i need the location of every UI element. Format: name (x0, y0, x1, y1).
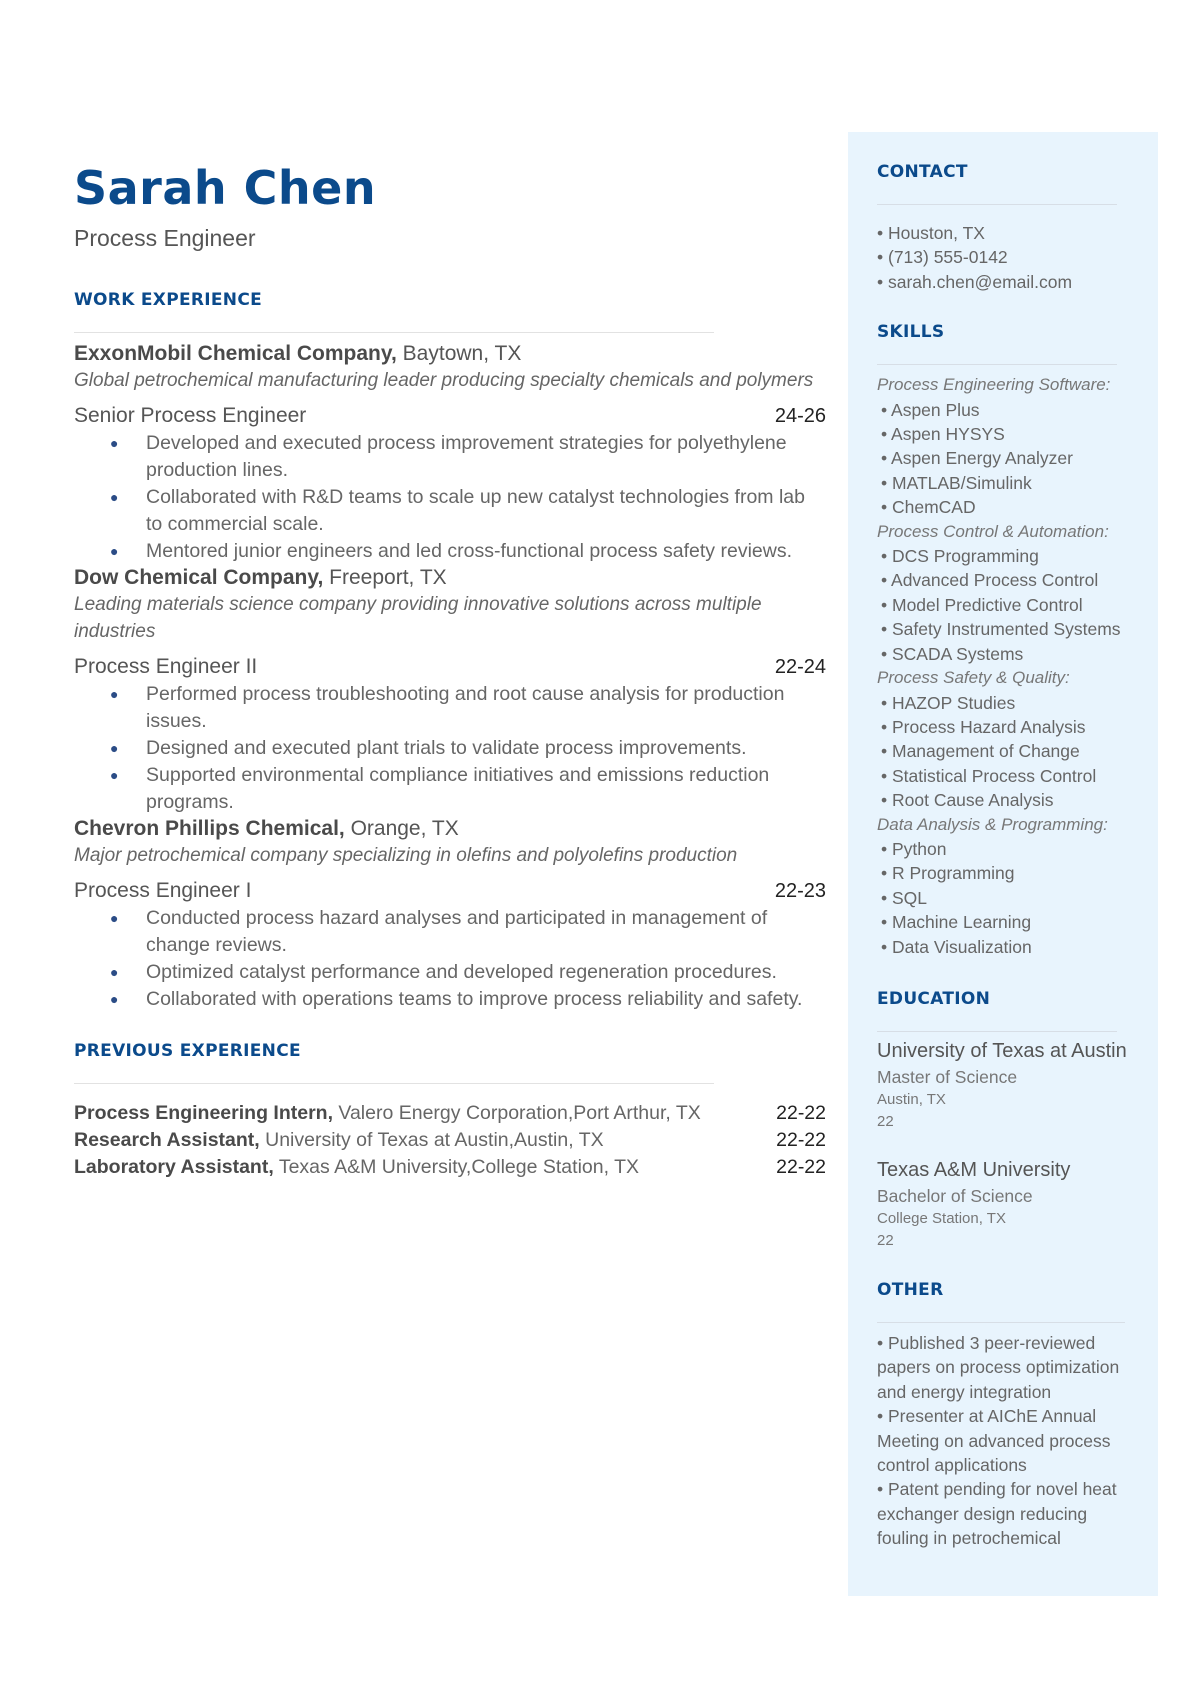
job-bullet: ● Supported environmental compliance initiatives and emissions reduction programs. (74, 762, 826, 816)
skill-category: Process Engineering Software: (877, 375, 1111, 395)
skill-item: • Data Visualization (881, 936, 1032, 957)
company-description: Global petrochemical manufacturing leader producing specialty chemicals and polymers (74, 370, 814, 391)
previous-item (74, 1127, 826, 1154)
education-year: 22 (877, 1231, 894, 1249)
job-bullet: ● Designed and executed plant trials to validate process improvements. (74, 735, 826, 762)
skill-item: • Machine Learning (881, 912, 1032, 933)
skill-item: • Advanced Process Control (881, 570, 1099, 591)
role-row (74, 877, 826, 905)
previous-item (74, 1100, 826, 1127)
job-bullets (74, 430, 826, 565)
skill-item: • MATLAB/Simulink (881, 472, 1032, 493)
company-name: Dow Chemical Company, (74, 566, 324, 589)
section-divider (877, 364, 1117, 365)
company-description: Leading materials science company providing innovative solutions across multiple industries (74, 594, 762, 642)
job-role: Senior Process Engineer (74, 404, 307, 427)
main-column (74, 160, 826, 1181)
job-role: Process Engineer I (74, 879, 252, 902)
other-item: • Presenter at AIChE Annual Meeting on advanced process control applications (877, 1406, 1111, 1475)
skill-item: • Management of Change (881, 741, 1080, 762)
skills-heading: SKILLS (877, 322, 945, 343)
job-bullet: ● Collaborated with R&D teams to scale up new catalyst technologies from lab to commercial scale. (74, 484, 826, 538)
other-item: • Patent pending for novel heat exchanger design reducing fouling in petrochemical (877, 1479, 1117, 1549)
skill-category: Process Safety & Quality: (877, 668, 1070, 688)
skill-item: • SCADA Systems (881, 643, 1024, 664)
skill-item: • Statistical Process Control (881, 765, 1097, 786)
education-school: Texas A&M University (877, 1158, 1071, 1181)
previous-org: Texas A&M University,College Station, TX (273, 1156, 639, 1178)
job-dates: 22-24 (774, 656, 826, 678)
skill-item: • Safety Instrumented Systems (881, 619, 1121, 640)
education-location: College Station, TX (877, 1209, 1006, 1227)
previous-dates: 22-22 (776, 1156, 826, 1178)
contact-email: • sarah.chen@email.com (877, 271, 1073, 292)
skill-item: • Model Predictive Control (881, 594, 1083, 615)
previous-item (74, 1154, 826, 1181)
section-divider (877, 1031, 1117, 1032)
previous-org: University of Texas at Austin,Austin, TX (259, 1129, 604, 1151)
previous-role: Laboratory Assistant, (74, 1156, 274, 1178)
contact-phone: • (713) 555-0142 (877, 247, 1008, 268)
candidate-name: Sarah Chen (74, 161, 377, 215)
other-heading: OTHER (877, 1279, 944, 1300)
job-entry (74, 816, 826, 1013)
education-entry (877, 1038, 1132, 1133)
job-entry (74, 565, 826, 816)
other-list (877, 1331, 1129, 1551)
job-bullet: ● Developed and executed process improvement strategies for polyethylene production lines. (74, 430, 826, 484)
section-divider (877, 204, 1117, 205)
skill-item: • Aspen HYSYS (881, 424, 1005, 445)
company-location: Orange, TX (344, 817, 459, 840)
job-bullet: ● Performed process troubleshooting and root cause analysis for production issues. (74, 681, 826, 735)
contact-heading: CONTACT (877, 162, 968, 182)
previous-dates: 22-22 (776, 1129, 826, 1151)
job-bullets (74, 681, 826, 816)
skill-category: Process Control & Automation: (877, 521, 1109, 541)
education-school: University of Texas at Austin (877, 1039, 1127, 1062)
skill-item: • Aspen Energy Analyzer (881, 448, 1073, 469)
company-name: Chevron Phillips Chemical, (74, 817, 345, 840)
candidate-title: Process Engineer (74, 225, 256, 251)
previous-role: Process Engineering Intern, (74, 1102, 333, 1124)
skill-item: • Aspen Plus (881, 399, 980, 420)
job-bullet: ● Mentored junior engineers and led cross-functional process safety reviews. (74, 538, 826, 565)
education-entry (877, 1157, 1132, 1252)
other-item: • Published 3 peer-reviewed papers on process optimization and energy integration (877, 1332, 1120, 1402)
role-row (74, 653, 826, 681)
job-role: Process Engineer II (74, 655, 258, 678)
previous-role: Research Assistant, (74, 1129, 260, 1151)
education-location: Austin, TX (877, 1090, 946, 1108)
skill-item: • Python (881, 838, 947, 859)
company-location: Freeport, TX (323, 566, 447, 589)
skill-item: • R Programming (881, 863, 1015, 884)
education-degree: Master of Science (877, 1066, 1018, 1087)
job-company (74, 565, 826, 591)
previous-experience-list (74, 1100, 826, 1181)
sidebar-content (877, 162, 1132, 1551)
education-degree: Bachelor of Science (877, 1185, 1033, 1206)
previous-dates: 22-22 (776, 1102, 826, 1124)
education-heading: EDUCATION (877, 988, 991, 1009)
sidebar (848, 132, 1158, 1596)
education-year: 22 (877, 1112, 894, 1130)
company-location: Baytown, TX (396, 342, 522, 365)
section-divider (74, 332, 714, 333)
skill-item: • HAZOP Studies (881, 692, 1016, 713)
skill-item: • ChemCAD (881, 497, 976, 518)
contact-location: • Houston, TX (877, 223, 985, 243)
job-entry (74, 341, 826, 565)
job-bullet: ● Optimized catalyst performance and developed regeneration procedures. (74, 959, 826, 986)
skill-item: • DCS Programming (881, 546, 1039, 567)
section-divider (877, 1322, 1125, 1323)
previous-org: Valero Energy Corporation,Port Arthur, TX (332, 1102, 701, 1124)
job-bullets (74, 905, 826, 1013)
role-row (74, 402, 826, 430)
job-company (74, 341, 826, 367)
work-experience-heading: WORK EXPERIENCE (74, 290, 263, 310)
previous-experience-heading: PREVIOUS EXPERIENCE (74, 1041, 301, 1061)
job-dates: 24-26 (774, 405, 826, 427)
job-bullet: ● Conducted process hazard analyses and participated in management of change reviews. (74, 905, 826, 959)
skill-item: • Root Cause Analysis (881, 790, 1054, 811)
company-description: Major petrochemical company specializing in olefins and polyolefins production (74, 845, 738, 866)
skill-item: • SQL (881, 887, 928, 908)
section-divider (74, 1083, 714, 1084)
skill-item: • Process Hazard Analysis (881, 716, 1086, 737)
skill-category: Data Analysis & Programming: (877, 814, 1108, 834)
job-dates: 22-23 (774, 880, 826, 902)
job-company (74, 816, 826, 842)
job-bullet: ● Collaborated with operations teams to improve process reliability and safety. (74, 986, 826, 1013)
company-name: ExxonMobil Chemical Company, (74, 342, 397, 365)
